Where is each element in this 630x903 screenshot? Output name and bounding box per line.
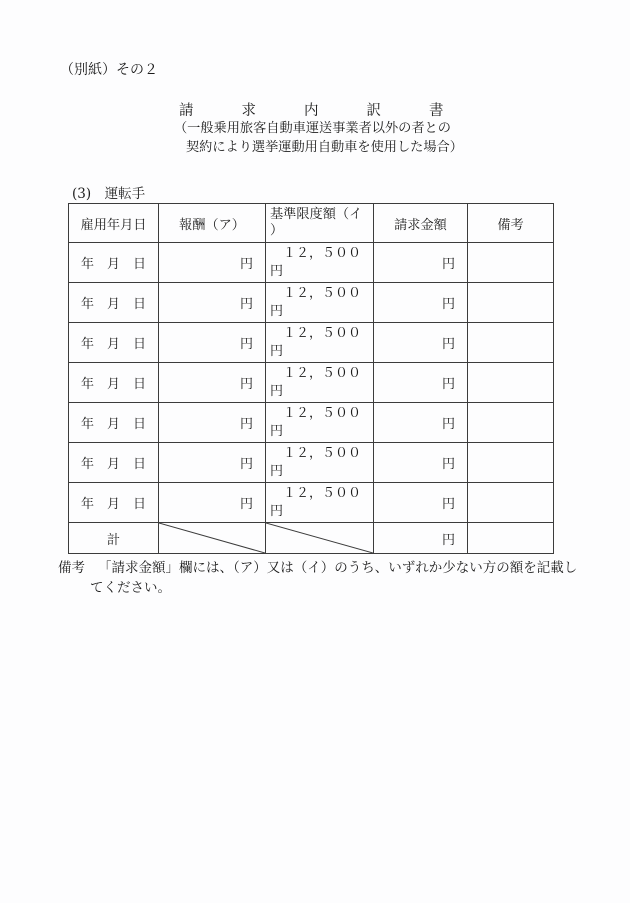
limit-unit: 円	[270, 383, 284, 399]
subtitle-line-1: （一般乗用旅客自動車運送事業者以外の者との	[174, 121, 451, 136]
cell-standard-limit	[266, 243, 374, 283]
table-row	[69, 243, 554, 283]
cell-employment-date: 年 月 日	[69, 243, 159, 283]
driver-claim-table	[68, 203, 554, 554]
header-employment-date: 雇用年月日	[69, 204, 159, 243]
cell-remuneration: 円	[159, 443, 266, 483]
document-subtitle	[174, 119, 463, 157]
header-remarks: 備考	[468, 204, 554, 243]
cell-remuneration: 円	[159, 243, 266, 283]
document-title: 請求内訳書	[179, 103, 492, 119]
header-standard-limit	[266, 204, 374, 243]
cell-standard-limit	[266, 483, 374, 523]
cell-standard-limit	[266, 403, 374, 443]
table-row	[69, 483, 554, 523]
cell-remarks	[468, 243, 554, 283]
subtitle-line-2: 契約により選挙運動用自動車を使用した場合）	[186, 140, 463, 155]
cell-remarks	[468, 443, 554, 483]
limit-unit: 円	[270, 503, 284, 519]
cell-billed-amount: 円	[374, 403, 468, 443]
footnote	[58, 559, 588, 598]
cell-remuneration: 円	[159, 323, 266, 363]
total-row	[69, 523, 554, 554]
diagonal-line	[266, 523, 373, 553]
cell-employment-date: 年 月 日	[69, 443, 159, 483]
limit-unit: 円	[270, 343, 284, 359]
limit-value: １２，５００	[283, 445, 362, 461]
diagonal-strike-cell-standard-limit	[266, 523, 374, 554]
diagonal-line	[159, 523, 265, 553]
total-billed-amount: 円	[374, 523, 468, 554]
cell-remuneration: 円	[159, 363, 266, 403]
header-remuneration: 報酬（ア）	[159, 204, 266, 243]
footnote-text: 「請求金額」欄には、（ア）又は（イ）のうち、いずれか少ない方の額を記載してください。	[90, 560, 578, 596]
table-row	[69, 363, 554, 403]
cell-employment-date: 年 月 日	[69, 283, 159, 323]
attachment-label: （別紙）その２	[60, 62, 158, 78]
cell-billed-amount: 円	[374, 283, 468, 323]
limit-value: １２，５００	[283, 365, 362, 381]
cell-remuneration: 円	[159, 483, 266, 523]
cell-remarks	[468, 483, 554, 523]
cell-remarks	[468, 323, 554, 363]
cell-billed-amount: 円	[374, 243, 468, 283]
cell-standard-limit	[266, 323, 374, 363]
diagonal-strike-cell-remuneration	[159, 523, 266, 554]
total-label: 計	[69, 523, 159, 554]
cell-remarks	[468, 403, 554, 443]
limit-unit: 円	[270, 463, 284, 479]
limit-unit: 円	[270, 303, 284, 319]
header-standard-limit-line1: 基準限度額（イ	[270, 207, 363, 222]
table-row	[69, 323, 554, 363]
cell-billed-amount: 円	[374, 363, 468, 403]
limit-value: １２，５００	[283, 285, 362, 301]
cell-employment-date: 年 月 日	[69, 323, 159, 363]
header-billed-amount: 請求金額	[374, 204, 468, 243]
limit-value: １２，５００	[283, 485, 362, 501]
limit-unit: 円	[270, 263, 284, 279]
cell-employment-date: 年 月 日	[69, 363, 159, 403]
limit-value: １２，５００	[283, 245, 362, 261]
cell-billed-amount: 円	[374, 483, 468, 523]
cell-remuneration: 円	[159, 403, 266, 443]
limit-value: １２，５００	[283, 325, 362, 341]
cell-billed-amount: 円	[374, 443, 468, 483]
cell-billed-amount: 円	[374, 323, 468, 363]
cell-remarks	[468, 363, 554, 403]
cell-standard-limit	[266, 443, 374, 483]
cell-remarks	[468, 283, 554, 323]
cell-standard-limit	[266, 363, 374, 403]
header-row	[69, 204, 554, 243]
total-remarks	[468, 523, 554, 554]
table-row	[69, 443, 554, 483]
cell-standard-limit	[266, 283, 374, 323]
footnote-label: 備考	[58, 560, 85, 576]
limit-value: １２，５００	[283, 405, 362, 421]
table-row	[69, 283, 554, 323]
cell-remuneration: 円	[159, 283, 266, 323]
cell-employment-date: 年 月 日	[69, 483, 159, 523]
section-label-driver: (3) 運転手	[72, 186, 146, 202]
header-standard-limit-line2: ）	[270, 223, 284, 238]
table-row	[69, 403, 554, 443]
limit-unit: 円	[270, 423, 284, 439]
cell-employment-date: 年 月 日	[69, 403, 159, 443]
